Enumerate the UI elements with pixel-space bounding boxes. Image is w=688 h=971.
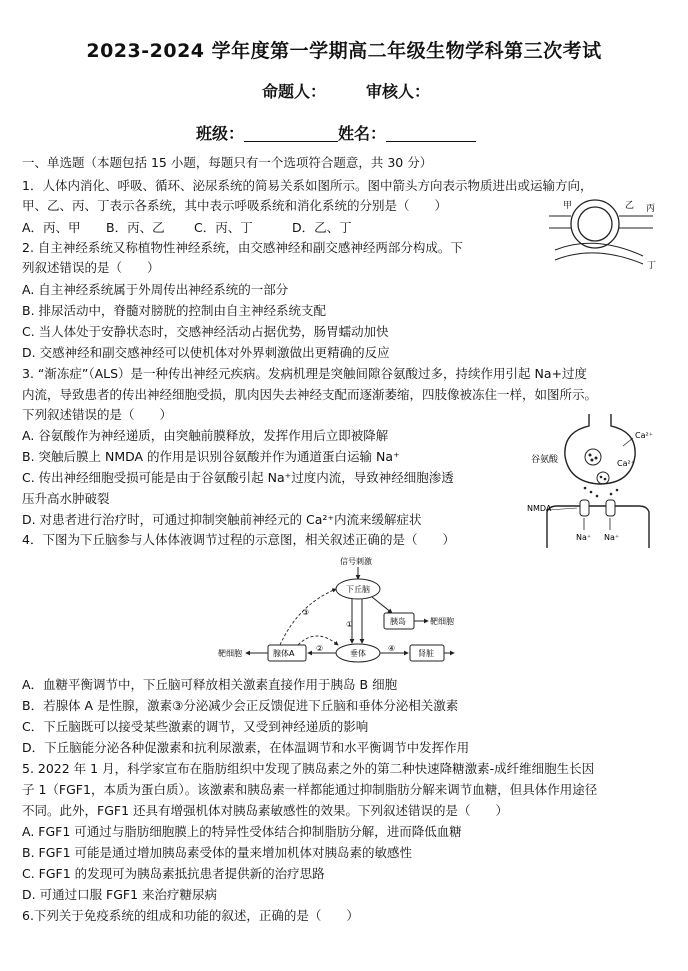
q5-line2: 子 1（FGF1，本质为蛋白质）。该激素和胰岛素一样都能通过抑制脂肪分解来调节血糖，但具体作用途径 (22, 782, 598, 797)
q4-fig-hypothalamus: 下丘脑 (346, 585, 370, 594)
q2-line1: 2. 自主神经系统又称植物性神经系统，由交感神经和副交感神经两部分构成。下 (22, 240, 463, 255)
reviewer-label: 审核人： (366, 82, 431, 101)
authors-row (262, 79, 470, 102)
q5-option-b[interactable]: B. FGF1 可能是通过增加胰岛素受体的量来增加机体对胰岛素的敏感性 (22, 845, 413, 860)
name-row (196, 121, 476, 144)
q4-fig-num3: ③ (302, 608, 310, 617)
name-label: 姓名： (338, 124, 387, 143)
setter-label: 命题人： (262, 82, 327, 101)
q4-option-d[interactable]: D．下丘脑能分泌各种促激素和抗利尿激素，在体温调节和水平衡调节中发挥作用 (22, 740, 470, 755)
q5-option-d[interactable]: D. 可通过口服 FGF1 来治疗糖尿病 (22, 887, 218, 902)
q4-fig-num2: ② (316, 644, 324, 653)
q2-option-b[interactable]: B. 排尿活动中，脊髓对膀胱的控制由自主神经系统支配 (22, 303, 327, 318)
q3-fig-label-nmda: NMDA (527, 504, 552, 513)
q1-option-a[interactable]: A．丙、甲 (22, 220, 81, 235)
q1-option-b[interactable]: B．丙、乙 (106, 220, 165, 235)
q3-line2: 内流，导致患者的传出神经细胞受损，肌肉因失去神经支配而逐渐萎缩，四肢像被冻住一样，如图所示。 (22, 387, 598, 402)
q4-stem: 4．下图为下丘脑参与人体体液调节过程的示意图，相关叙述正确的是（ ） (22, 532, 455, 547)
q3-fig-label-ca-top: Ca²⁺ (635, 431, 653, 440)
q4-fig-pituitary: 垂体 (350, 649, 366, 658)
q5-option-a[interactable]: A. FGF1 可通过与脂肪细胞膜上的特异性受体结合抑制脂肪分解，进而降低血糖 (22, 824, 462, 839)
q3-option-a[interactable]: A. 谷氨酸作为神经递质，由突触前膜释放，发挥作用后立即被降解 (22, 428, 389, 443)
q3-line1: 3. “渐冻症”（ALS）是一种传出神经元疾病。发病机理是突触间隙谷氨酸过多，持续作用引起 Na+过度 (22, 366, 588, 381)
q3-option-d[interactable]: D. 对患者进行治疗时，可通过抑制突触前神经元的 Ca²⁺内流来缓解症状 (22, 512, 422, 527)
q4-fig-pancreas: 胰岛 (390, 617, 406, 626)
q3-fig-label-na-right: Na⁺ (604, 533, 620, 542)
q4-option-a[interactable]: A．血糖平衡调节中，下丘脑可释放相关激素直接作用于胰岛 B 细胞 (22, 677, 398, 692)
q1-options (22, 218, 352, 238)
q1-option-d[interactable]: D．乙、丁 (292, 220, 352, 235)
q5-option-c[interactable]: C. FGF1 的发现可为胰岛素抵抗患者提供新的治疗思路 (22, 866, 325, 881)
q4-fig-target1: 靶细胞 (430, 617, 454, 626)
q3-fig-label-na-left: Na⁺ (576, 533, 592, 542)
exam-title: 2023-2024 学年度第一学期高二年级生物学科第三次考试 (86, 40, 602, 62)
class-blank[interactable] (244, 126, 338, 142)
q1-fig-label-bing: 丙 (646, 204, 656, 214)
q3-option-b[interactable]: B. 突触后膜上 NMDA 的作用是识别谷氨酸并作为通道蛋白运输 Na⁺ (22, 449, 400, 464)
q5-line3: 不同。此外，FGF1 还具有增强机体对胰岛素敏感性的效果。下列叙述错误的是（ ） (22, 803, 508, 818)
q3-fig-label-ca-mid: Ca²⁺ (617, 459, 635, 468)
q4-option-c[interactable]: C．下丘脑既可以接受某些激素的调节，又受到神经递质的影响 (22, 719, 369, 734)
q4-fig-num1: ① (346, 620, 354, 629)
q4-fig-num4: ④ (388, 644, 396, 653)
q4-option-b[interactable]: B．若腺体 A 是性腺，激素③分泌减少会正反馈促进下丘脑和垂体分泌相关激素 (22, 698, 459, 713)
q6-stem: 6.下列关于免疫系统的组成和功能的叙述，正确的是（ ） (22, 908, 359, 923)
q2-option-a[interactable]: A. 自主神经系统属于外周传出神经系统的一部分 (22, 282, 289, 297)
q4-fig-kidney: 肾脏 (418, 649, 434, 658)
q3-line3: 下列叙述错误的是（ ） (22, 407, 173, 422)
q3-synapse-figure (527, 412, 677, 550)
q1-fig-label-yi: 乙 (625, 201, 635, 211)
q3-option-c-cont: 压升高水肿破裂 (22, 491, 110, 506)
q4-hypothalamus-figure (198, 555, 498, 671)
q4-fig-gland-a: 腺体A (273, 649, 295, 658)
name-blank[interactable] (386, 126, 476, 142)
q1-figure (535, 194, 670, 270)
q1-fig-label-ding: 丁 (647, 261, 657, 270)
q1-fig-label-jia: 甲 (563, 201, 573, 211)
q1-option-c[interactable]: C．丙、丁 (194, 220, 253, 235)
q4-fig-signal: 信号刺激 (340, 557, 372, 566)
q3-fig-label-glutamate: 谷氨酸 (531, 455, 559, 465)
q1-line2: 甲、乙、丙、丁表示各系统，其中表示呼吸系统和消化系统的分别是（ ） (22, 198, 448, 213)
q1-line1: 1．人体内消化、呼吸、循环、泌尿系统的简易关系如图所示。图中箭头方向表示物质进出或运输方向， (22, 178, 593, 193)
q3-option-c[interactable]: C. 传出神经细胞受损可能是由于谷氨酸引起 Na⁺过度内流，导致神经细胞渗透 (22, 470, 454, 485)
q2-option-d[interactable]: D. 交感神经和副交感神经可以使机体对外界刺激做出更精确的反应 (22, 345, 390, 360)
q5-line1: 5. 2022 年 1 月，科学家宣布在脂肪组织中发现了胰岛素之外的第二种快速降糖激素-成纤维细胞生长因 (22, 761, 595, 776)
class-label: 班级： (196, 124, 245, 143)
q4-fig-target2: 靶细胞 (218, 649, 242, 658)
q2-option-c[interactable]: C. 当人体处于安静状态时，交感神经活动占据优势，肠胃蠕动加快 (22, 324, 389, 339)
q2-line2: 列叙述错误的是（ ） (22, 260, 160, 275)
section-heading: 一、单选题（本题包括 15 小题，每题只有一个选项符合题意，共 30 分） (22, 155, 433, 170)
